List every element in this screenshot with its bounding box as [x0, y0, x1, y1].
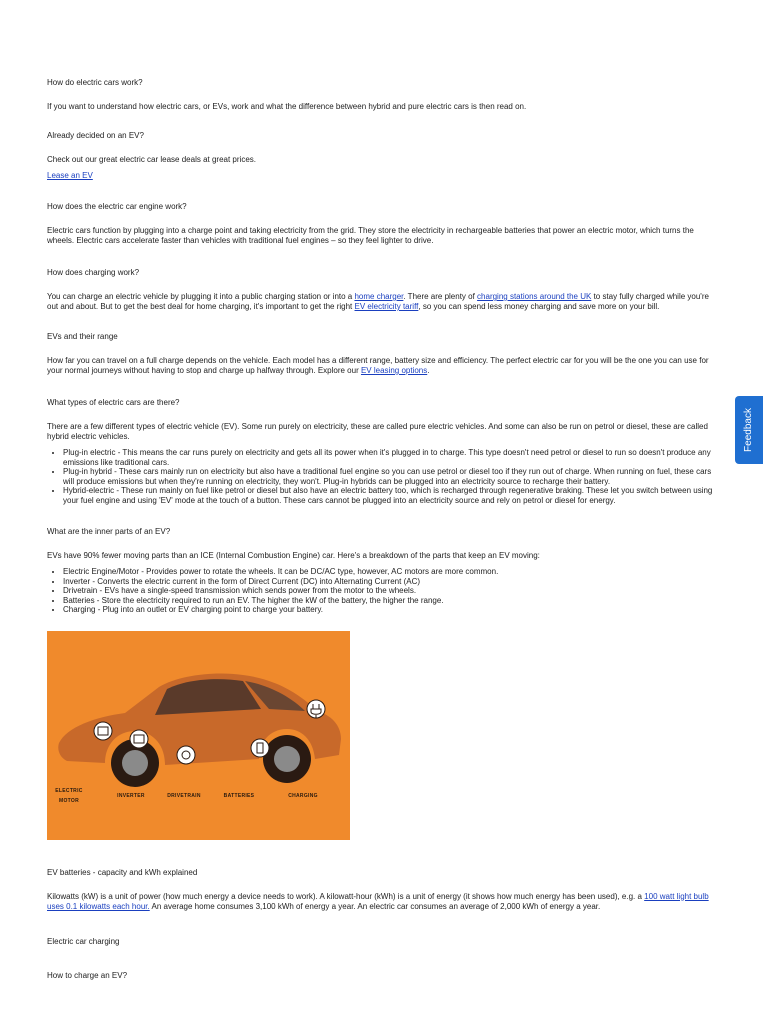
parts-text: EVs have 90% fewer moving parts than an ICE (Internal Combustion Engine) car. Here's a breakdown of the parts that keep an EV moving:	[47, 551, 540, 560]
heading-engine: How does the electric car engine work?	[47, 202, 187, 211]
heading-ev-charging: Electric car charging	[47, 936, 120, 946]
battery-icon	[251, 739, 269, 757]
parts-list	[47, 567, 719, 615]
heading-how-charge: How to charge an EV?	[47, 970, 128, 980]
heading-how-work: How do electric cars work?	[47, 78, 143, 87]
ev-tariff-link[interactable]: EV electricity tariff	[354, 302, 419, 311]
intro-text: If you want to understand how electric cars, or EVs, work and what the difference between hybrid and pure electric cars is then read on.	[47, 102, 527, 111]
ev-leasing-link[interactable]: EV leasing options	[360, 366, 428, 375]
home-charger-link[interactable]: home charger	[354, 292, 404, 301]
heading-types: What types of electric cars are there?	[47, 398, 180, 407]
car-diagram	[47, 631, 350, 840]
light-bulb-link[interactable]: 100 watt light bulb uses 0.1 kilowatts each hour.	[47, 891, 709, 911]
range-text: How far you can travel on a full charge depends on the vehicle. Each model has a different range, battery size and efficiency. The perfect electric car for you will be the one you can use for your normal journeys without having to stop and charge up halfway through. Explore our EV leasing options.	[47, 356, 709, 375]
motor-icon	[94, 722, 112, 740]
label-drivetrain: DRIVETRAIN	[167, 792, 201, 799]
decided-text: Check out our great electric car lease deals at great prices.	[47, 155, 256, 164]
list-item: • Electric Engine/Motor - Provides power to rotate the wheels. It can be DC/AC type, however, AC motors are more common.	[63, 567, 719, 577]
charging-text: You can charge an electric vehicle by plugging it into a public charging station or into a home charger. There are plenty of charging stations around the UK to stay fully charged while you're out and about. But to get the best deal for home charging, it's important to get the right EV electricity tariff, so you can spend less money charging and save more on your bill.	[47, 292, 709, 311]
list-item: • Inverter - Converts the electric current in the form of Direct Current (DC) into Alternating Current (AC)	[63, 577, 719, 587]
list-item: • Batteries - Store the electricity required to run an EV. The higher the kW of the battery, the higher the range.	[63, 596, 719, 606]
drivetrain-icon	[177, 746, 195, 764]
batteries-text: Kilowatts (kW) is a unit of power (how much energy a device needs to work). A kilowatt-hour (kWh) is a unit of energy (it shows how much energy has been used), e.g. a 100 watt light bulb uses 0.1 kilowatts each hour. An average home consumes 3,100 kWh of energy a year. An electric car consumes an average of 2,000 kWh of energy a year.	[47, 891, 709, 911]
article-content	[47, 78, 719, 995]
types-text: There are a few different types of electric vehicle (EV). Some run purely on electricity, these are called pure electric vehicles. And some can also be run on petrol or diesel, these are called hybrid electric vehicles.	[47, 422, 708, 441]
heading-batteries: EV batteries - capacity and kWh explained	[47, 867, 198, 877]
lease-ev-link[interactable]: Lease an EV	[47, 171, 93, 180]
rear-rim	[274, 746, 300, 772]
ev-parts-illustration	[47, 631, 350, 840]
label-batteries: BATTERIES	[223, 792, 255, 799]
heading-decided: Already decided on an EV?	[47, 131, 144, 140]
list-item: • Charging - Plug into an outlet or EV charging point to charge your battery.	[63, 605, 719, 615]
label-electric-motor: ELECTRIC MOTOR	[55, 787, 83, 804]
list-item: • Plug-in electric - This means the car runs purely on electricity and gets all its power when it's plugged in to charge. This type doesn't need petrol or diesel to run so doesn't produce any emissions like traditional cars.	[63, 448, 719, 467]
heading-charging: How does charging work?	[47, 268, 140, 277]
feedback-button[interactable]	[735, 396, 763, 464]
feedback-label: Feedback	[743, 408, 754, 452]
heading-range: EVs and their range	[47, 332, 118, 341]
list-item: • Drivetrain - EVs have a single-speed transmission which sends power from the motor to the wheels.	[63, 586, 719, 596]
heading-parts: What are the inner parts of an EV?	[47, 527, 171, 536]
list-item: • Hybrid-electric - These run mainly on fuel like petrol or diesel but also have an electric battery too, which is recharged through regenerative braking. These let you switch between using your fuel engine and using 'EV' mode at the touch of a button. These cars cannot be plugged into an electricity source and rely on petrol or diesel for energy.	[63, 486, 719, 505]
front-rim	[122, 750, 148, 776]
list-item: • Plug-in hybrid - These cars mainly run on electricity but also have a traditional fuel engine so you can use petrol or diesel too if they run out of charge. When running on fuel, these cars will produce emissions but when they're running on electricity, they won't. Plug-in hybrids can be plugged into an electricity source to recharge their battery.	[63, 467, 719, 486]
types-list	[47, 448, 719, 505]
inverter-icon	[130, 730, 148, 748]
label-charging: CHARGING	[288, 792, 318, 799]
engine-text: Electric cars function by plugging into a charge point and taking electricity from the grid. They store the electricity in rechargeable batteries that power an electric motor, which turns the wheels. Electric cars accelerate faster than vehicles with traditional fuel engines – so they feel lighter to drive.	[47, 226, 694, 245]
label-inverter: INVERTER	[117, 792, 145, 799]
charging-stations-link[interactable]: charging stations around the UK	[477, 292, 592, 301]
